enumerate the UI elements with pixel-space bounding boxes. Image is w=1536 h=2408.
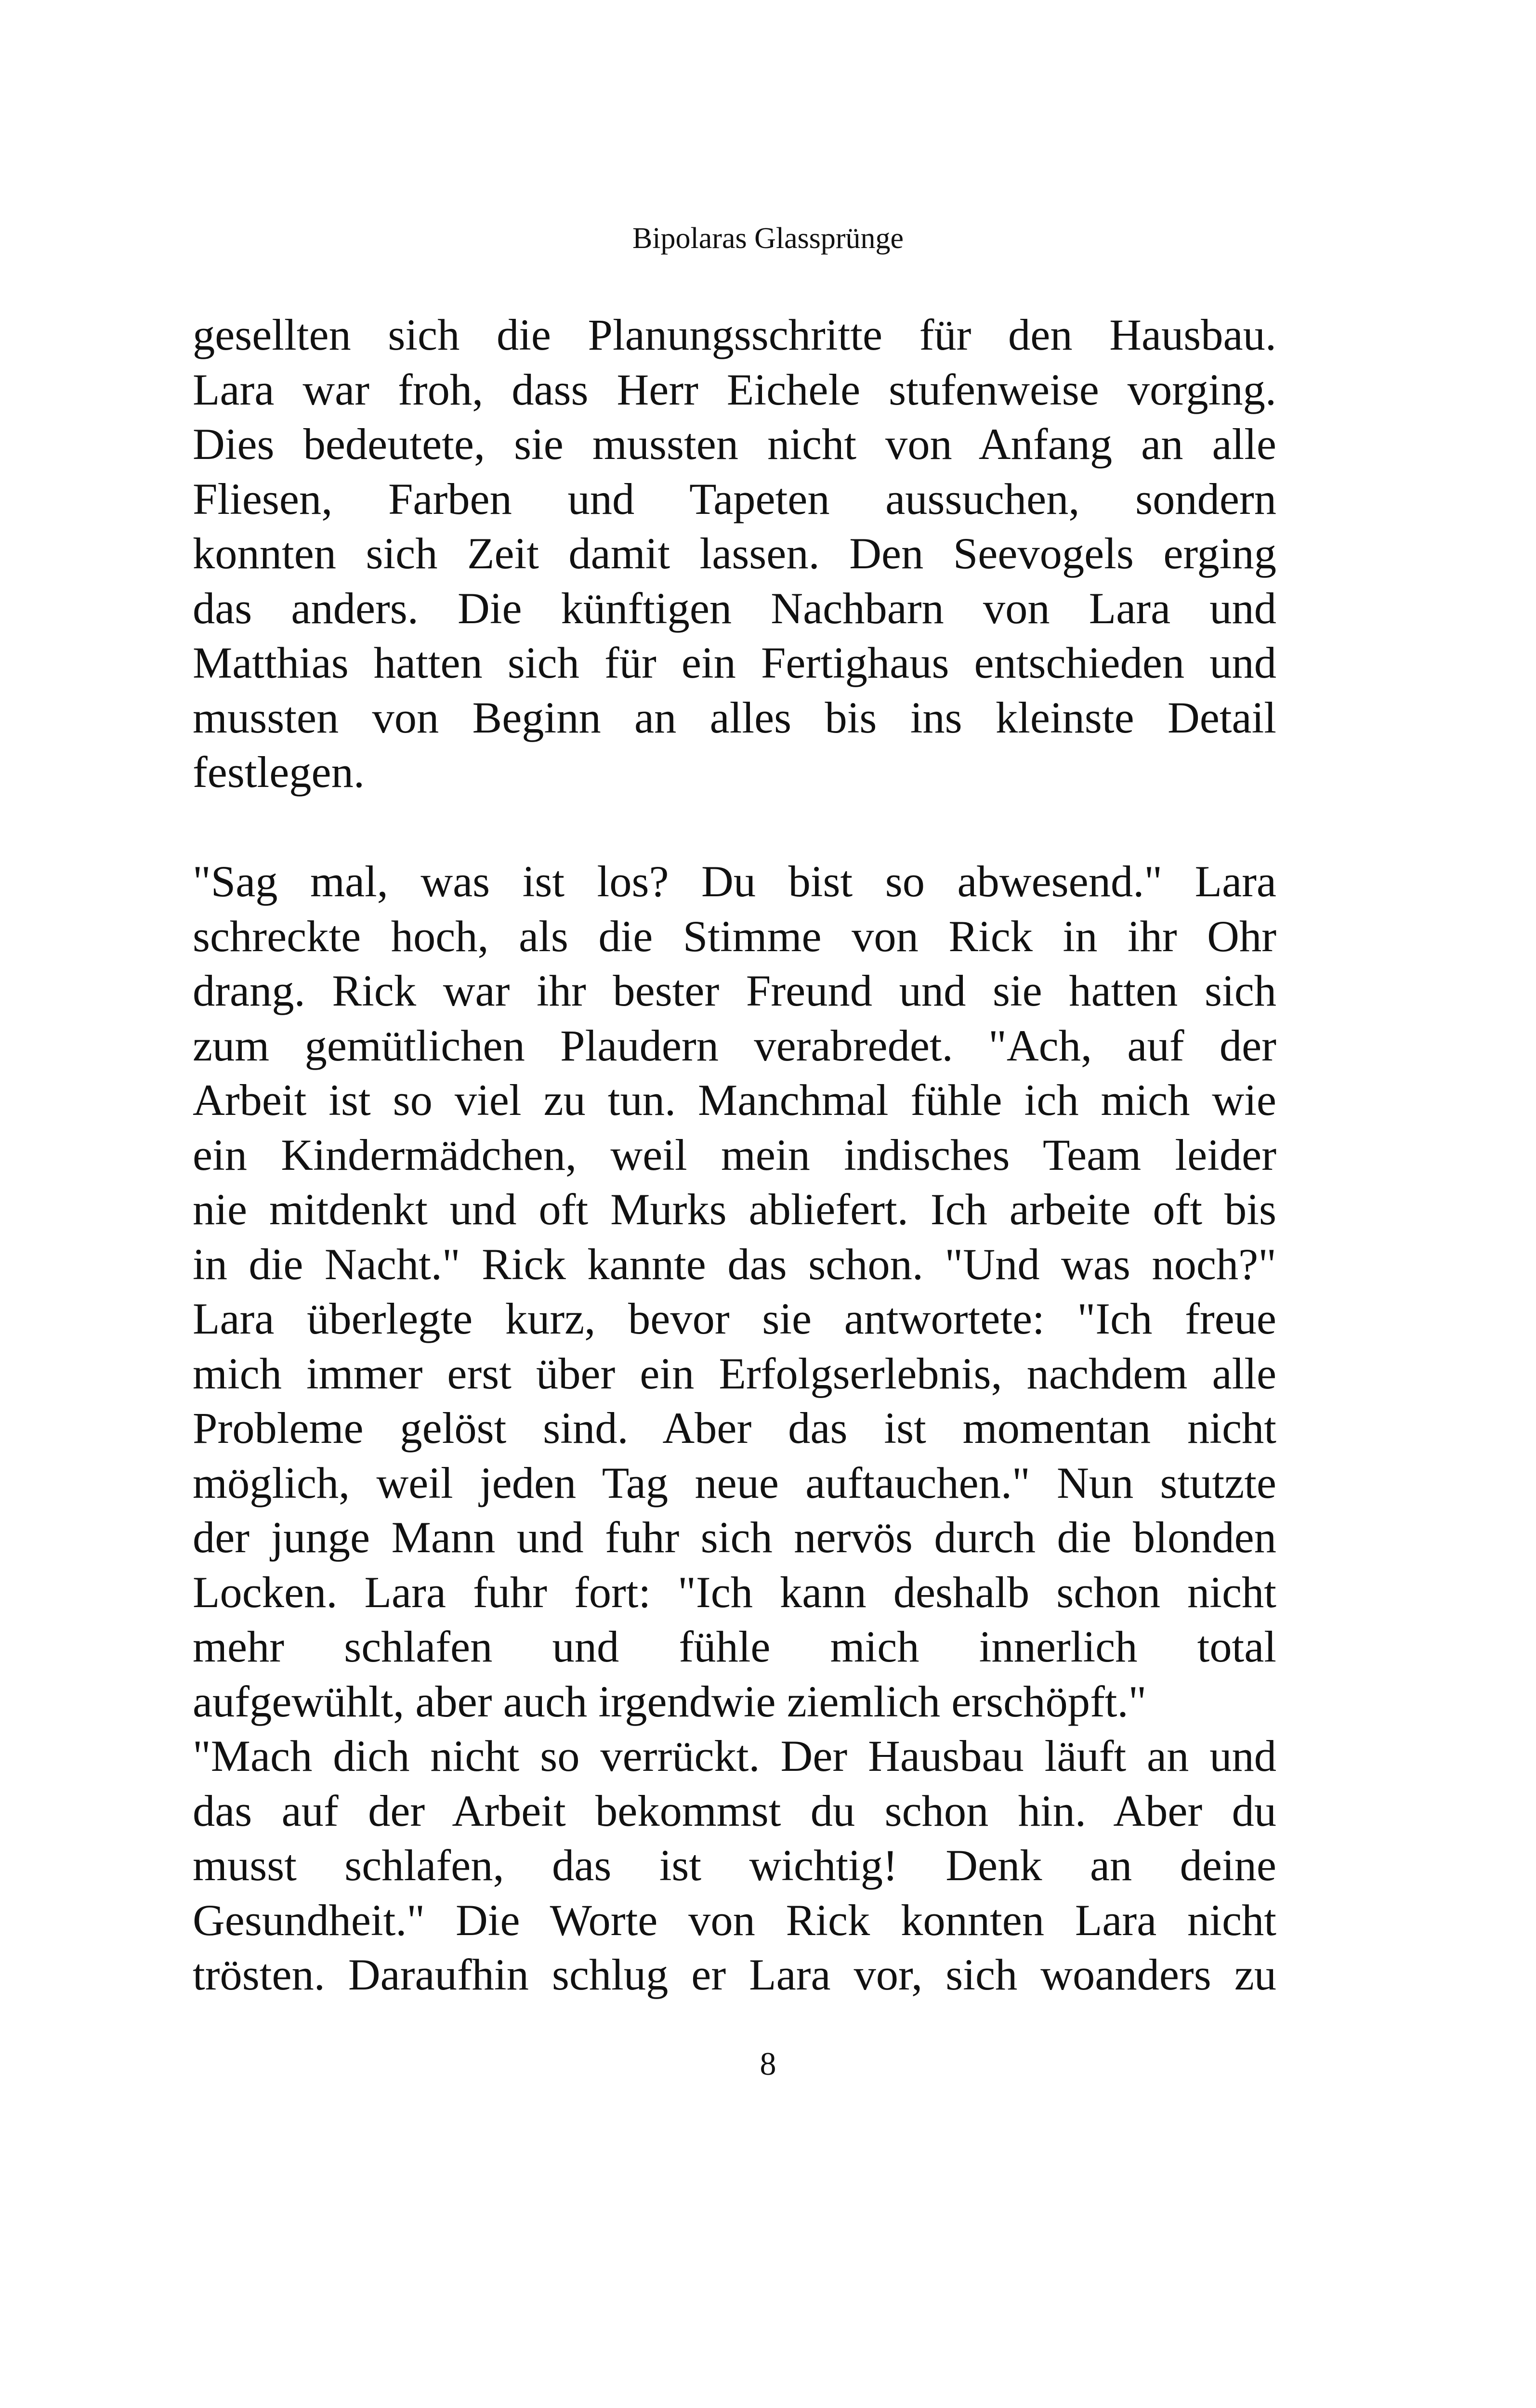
text-line: möglich, weil jeden Tag neue auftauchen." Nun stutzte: [193, 1458, 1276, 1508]
text-line: schreckte hoch, als die Stimme von Rick in ihr Ohr: [193, 912, 1276, 961]
text-line: festlegen.: [193, 748, 365, 797]
body-text: [193, 308, 1276, 2003]
text-line: Gesundheit." Die Worte von Rick konnten Lara nicht: [193, 1896, 1276, 1945]
text-line: Fliesen, Farben und Tapeten aussuchen, sondern: [193, 474, 1276, 524]
running-header-title: Bipolaras Glassprünge: [632, 222, 904, 255]
text-line: mehr schlafen und fühle mich innerlich total: [193, 1623, 1276, 1672]
text-line: das anders. Die künftigen Nachbarn von Lara und: [193, 584, 1276, 633]
text-line: das auf der Arbeit bekommst du schon hin. Aber du: [193, 1786, 1276, 1836]
text-line: gesellten sich die Planungsschritte für den Hausbau.: [193, 311, 1276, 360]
text-line: musst schlafen, das ist wichtig! Denk an deine: [193, 1841, 1276, 1890]
text-line: ein Kindermädchen, weil mein indisches Team leider: [193, 1130, 1276, 1180]
text-line: zum gemütlichen Plaudern verabredet. "Ach, auf der: [193, 1021, 1276, 1071]
text-line: drang. Rick war ihr bester Freund und sie hatten sich: [193, 967, 1276, 1016]
text-line: "Mach dich nicht so verrückt. Der Hausbau läuft an und: [193, 1732, 1276, 1781]
text-line: trösten. Daraufhin schlug er Lara vor, sich woanders zu: [193, 1950, 1276, 2000]
text-line: Lara war froh, dass Herr Eichele stufenweise vorging.: [193, 365, 1276, 415]
text-line: konnten sich Zeit damit lassen. Den Seevogels erging: [193, 529, 1276, 578]
text-line: Lara überlegte kurz, bevor sie antwortete: "Ich freue: [193, 1295, 1276, 1344]
text-line: Arbeit ist so viel zu tun. Manchmal fühle ich mich wie: [193, 1076, 1276, 1125]
text-line: "Sag mal, was ist los? Du bist so abwesend." Lara: [193, 857, 1276, 906]
text-line: der junge Mann und fuhr sich nervös durch die blonden: [193, 1513, 1276, 1562]
page-number: 8: [760, 2045, 776, 2082]
text-line: in die Nacht." Rick kannte das schon. "Und was noch?": [193, 1240, 1276, 1289]
text-line: aufgewühlt, aber auch irgendwie ziemlich erschöpft.": [193, 1677, 1147, 1727]
text-line: Matthias hatten sich für ein Fertighaus entschieden und: [193, 639, 1276, 688]
text-line: mich immer erst über ein Erfolgserlebnis, nachdem alle: [193, 1349, 1276, 1399]
text-line: nie mitdenkt und oft Murks abliefert. Ich arbeite oft bis: [193, 1185, 1276, 1234]
text-line: Probleme gelöst sind. Aber das ist momentan nicht: [193, 1404, 1276, 1453]
text-line: Locken. Lara fuhr fort: "Ich kann deshalb schon nicht: [193, 1568, 1276, 1617]
text-line: mussten von Beginn an alles bis ins kleinste Detail: [193, 693, 1276, 743]
text-line: Dies bedeutete, sie mussten nicht von Anfang an alle: [193, 420, 1276, 469]
paragraph-spacer: [193, 800, 1276, 855]
